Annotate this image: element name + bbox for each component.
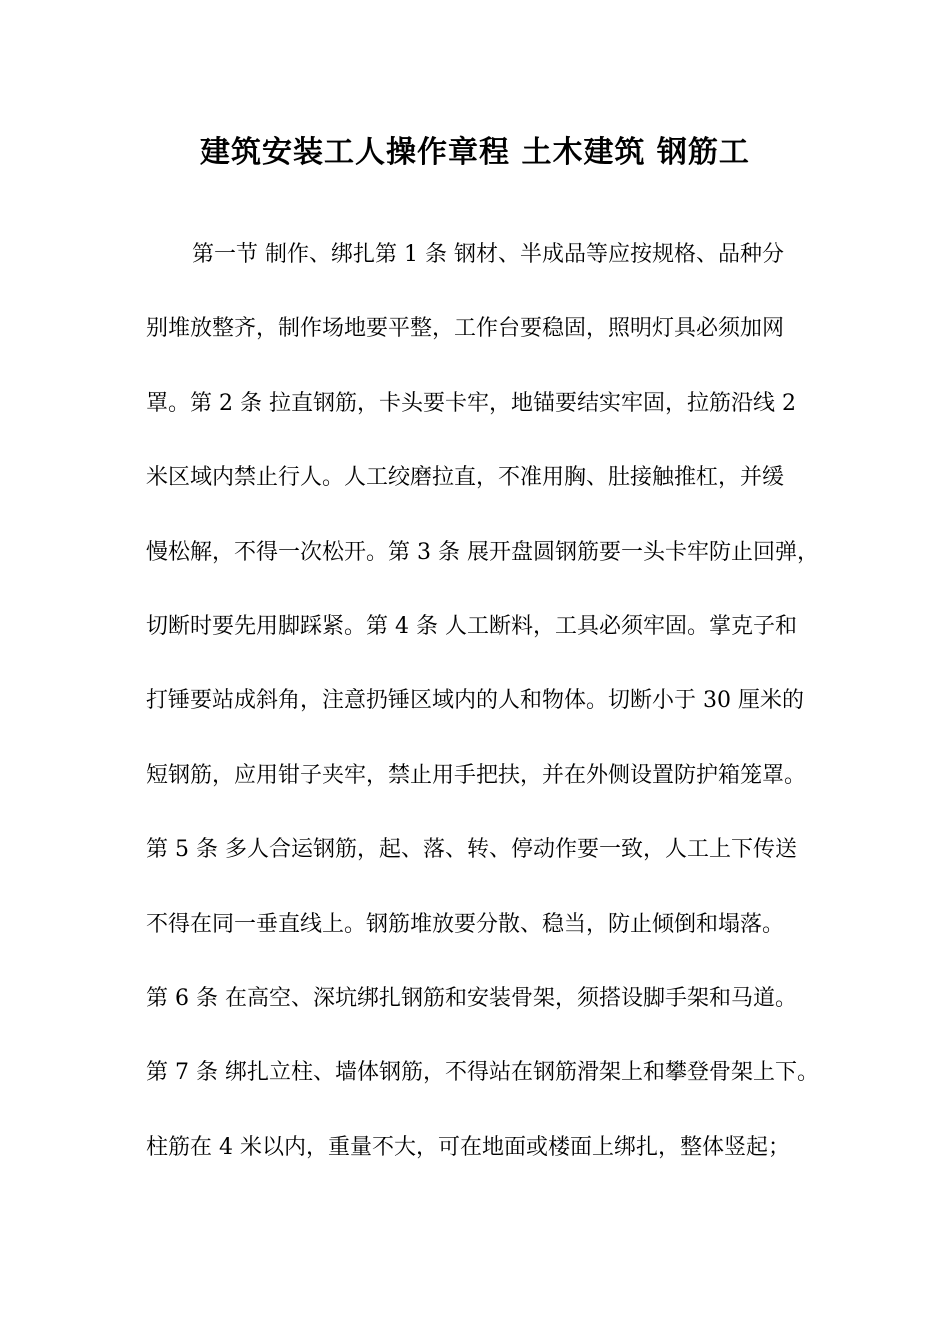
body-line: 第 7 条 绑扎立柱、墙体钢筋，不得站在钢筋滑架上和攀登骨架上下。 [146,1060,819,1086]
body-line: 别堆放整齐，制作场地要平整，工作台要稳固，照明灯具必须加网 [146,316,785,342]
body-line: 短钢筋，应用钳子夹牢，禁止用手把扶，并在外侧设置防护箱笼罩。 [146,762,807,788]
body-line: 第 5 条 多人合运钢筋，起、落、转、停动作要一致，人工上下传送 [146,837,797,863]
body-line: 打锤要站成斜角，注意扔锤区域内的人和物体。切断小于 30 厘米的 [146,688,804,714]
body-line: 柱筋在 4 米以内，重量不大，可在地面或楼面上绑扎，整体竖起； [146,1134,790,1160]
body-line: 第 6 条 在高空、深坑绑扎钢筋和安装骨架，须搭设脚手架和马道。 [146,985,797,1011]
body-line: 第一节 制作、绑扎第 1 条 钢材、半成品等应按规格、品种分 [192,242,784,267]
body-line: 罩。第 2 条 拉直钢筋，卡头要卡牢，地锚要结实牢固，拉筋沿线 2 [146,390,796,416]
document-body [146,232,836,1199]
body-line: 切断时要先用脚踩紧。第 4 条 人工断料，工具必须牢固。掌克子和 [146,613,797,639]
body-line: 米区域内禁止行人。人工绞磨拉直，不准用胸、肚接触推杠，并缓 [146,465,785,491]
body-line: 不得在同一垂直线上。钢筋堆放要分散、稳当，防止倾倒和塌落。 [146,911,785,937]
document-title: 建筑安装工人操作章程 土木建筑 钢筋工 [200,135,750,170]
body-line: 慢松解，不得一次松开。第 3 条 展开盘圆钢筋要一头卡牢防止回弹， [146,539,819,565]
